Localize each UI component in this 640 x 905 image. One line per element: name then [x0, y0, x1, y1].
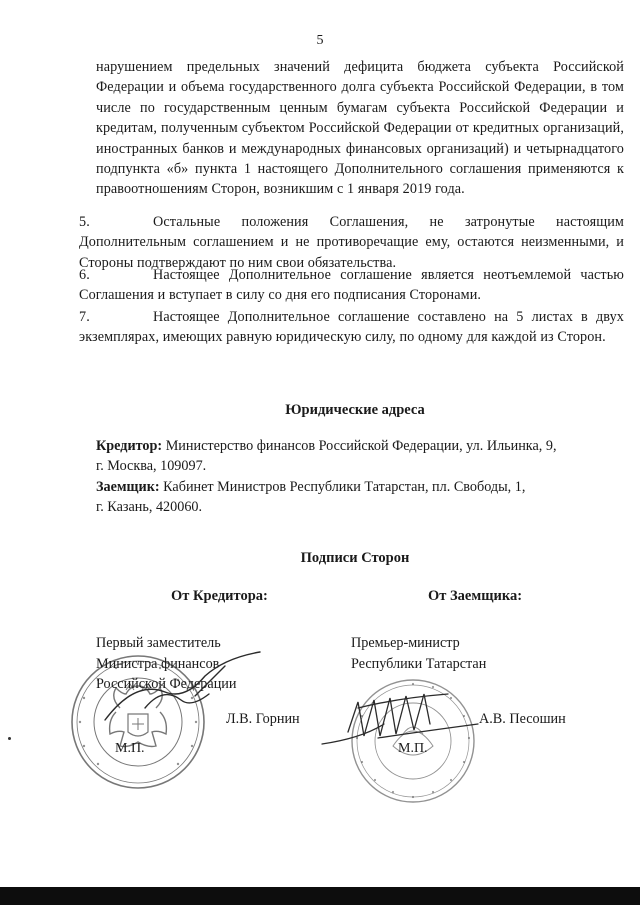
- page-number: 5: [316, 33, 324, 48]
- borrower-title-line2: Республики Татарстан: [351, 655, 487, 672]
- creditor-title-line1: Первый заместитель: [96, 635, 221, 651]
- borrower-title-line1: Премьер-министр: [351, 635, 460, 651]
- creditor-address-line1: Министерство финансов Российской Федерации, ул. Ильинка, 9,: [165, 438, 557, 454]
- creditor-signatory-name: Л.В. Горнин: [226, 711, 300, 727]
- scan-edge-bar: [0, 887, 640, 905]
- creditor-title-line2: Министра финансов: [96, 655, 220, 672]
- creditor-title-line3: Российской Федерации: [96, 676, 237, 692]
- creditor-label: Кредитор:: [96, 438, 163, 454]
- borrower-signatory-name: А.В. Песошин: [479, 711, 566, 727]
- creditor-address-line2: г. Москва, 109097.: [96, 458, 207, 475]
- borrower-label: Заемщик:: [96, 479, 160, 495]
- borrower-address-line1: Кабинет Министров Республики Татарстан, пл. Свободы, 1,: [163, 479, 526, 495]
- borrower-signature-header: От Заемщика:: [428, 588, 523, 604]
- clause-6-number: 6.: [79, 267, 90, 283]
- clause-7-number: 7.: [79, 309, 90, 325]
- legal-addresses-heading: Юридические адреса: [285, 402, 425, 418]
- signatures-heading: Подписи Сторон: [300, 550, 410, 566]
- clause-6: [79, 265, 624, 306]
- creditor-stamp-mark: М.П.: [115, 741, 145, 756]
- borrower-address-line2: г. Казань, 420060.: [96, 499, 203, 516]
- creditor-signature-header: От Кредитора:: [171, 588, 268, 604]
- clause-7: [79, 307, 624, 348]
- continuation-paragraph: нарушением предельных значений дефицита бюджета субъекта Российской Федерации и объема государственного долга субъекта Российской Федерации, в том числе по государственным ценным бумагам субъекта Российской Федерации и кредитам, полученным субъектом Российской Федерации от кредитных организаций, иностранных банков и международных финансовых организаций) и четырнадцатого подпункта «б» пункта 1 настоящего Дополнительного соглашения применяются к правоотношениям Сторон, возникшим с 1 января 2019 года.: [96, 59, 624, 198]
- clause-5-text: Остальные положения Соглашения, не затронутые настоящим Дополнительным соглашением и не противоречащие ему, остаются неизменными, и Стороны подтверждают по ним свои обязательства.: [79, 214, 624, 271]
- borrower-address: [96, 477, 616, 517]
- clause-7-text: Настоящее Дополнительное соглашение составлено на 5 листах в двух экземплярах, имеющих равную юридическую силу, по одному для каждой из Сторон.: [79, 309, 624, 346]
- clause-5-number: 5.: [79, 214, 90, 230]
- scan-speck: [8, 737, 11, 740]
- creditor-address: [96, 436, 616, 476]
- borrower-signatory-title: [351, 633, 486, 674]
- clause-6-text: Настоящее Дополнительное соглашение является неотъемлемой частью Соглашения и вступает в силу со дня его подписания Сторонами.: [79, 267, 624, 304]
- borrower-stamp-mark: М.П.: [398, 741, 428, 756]
